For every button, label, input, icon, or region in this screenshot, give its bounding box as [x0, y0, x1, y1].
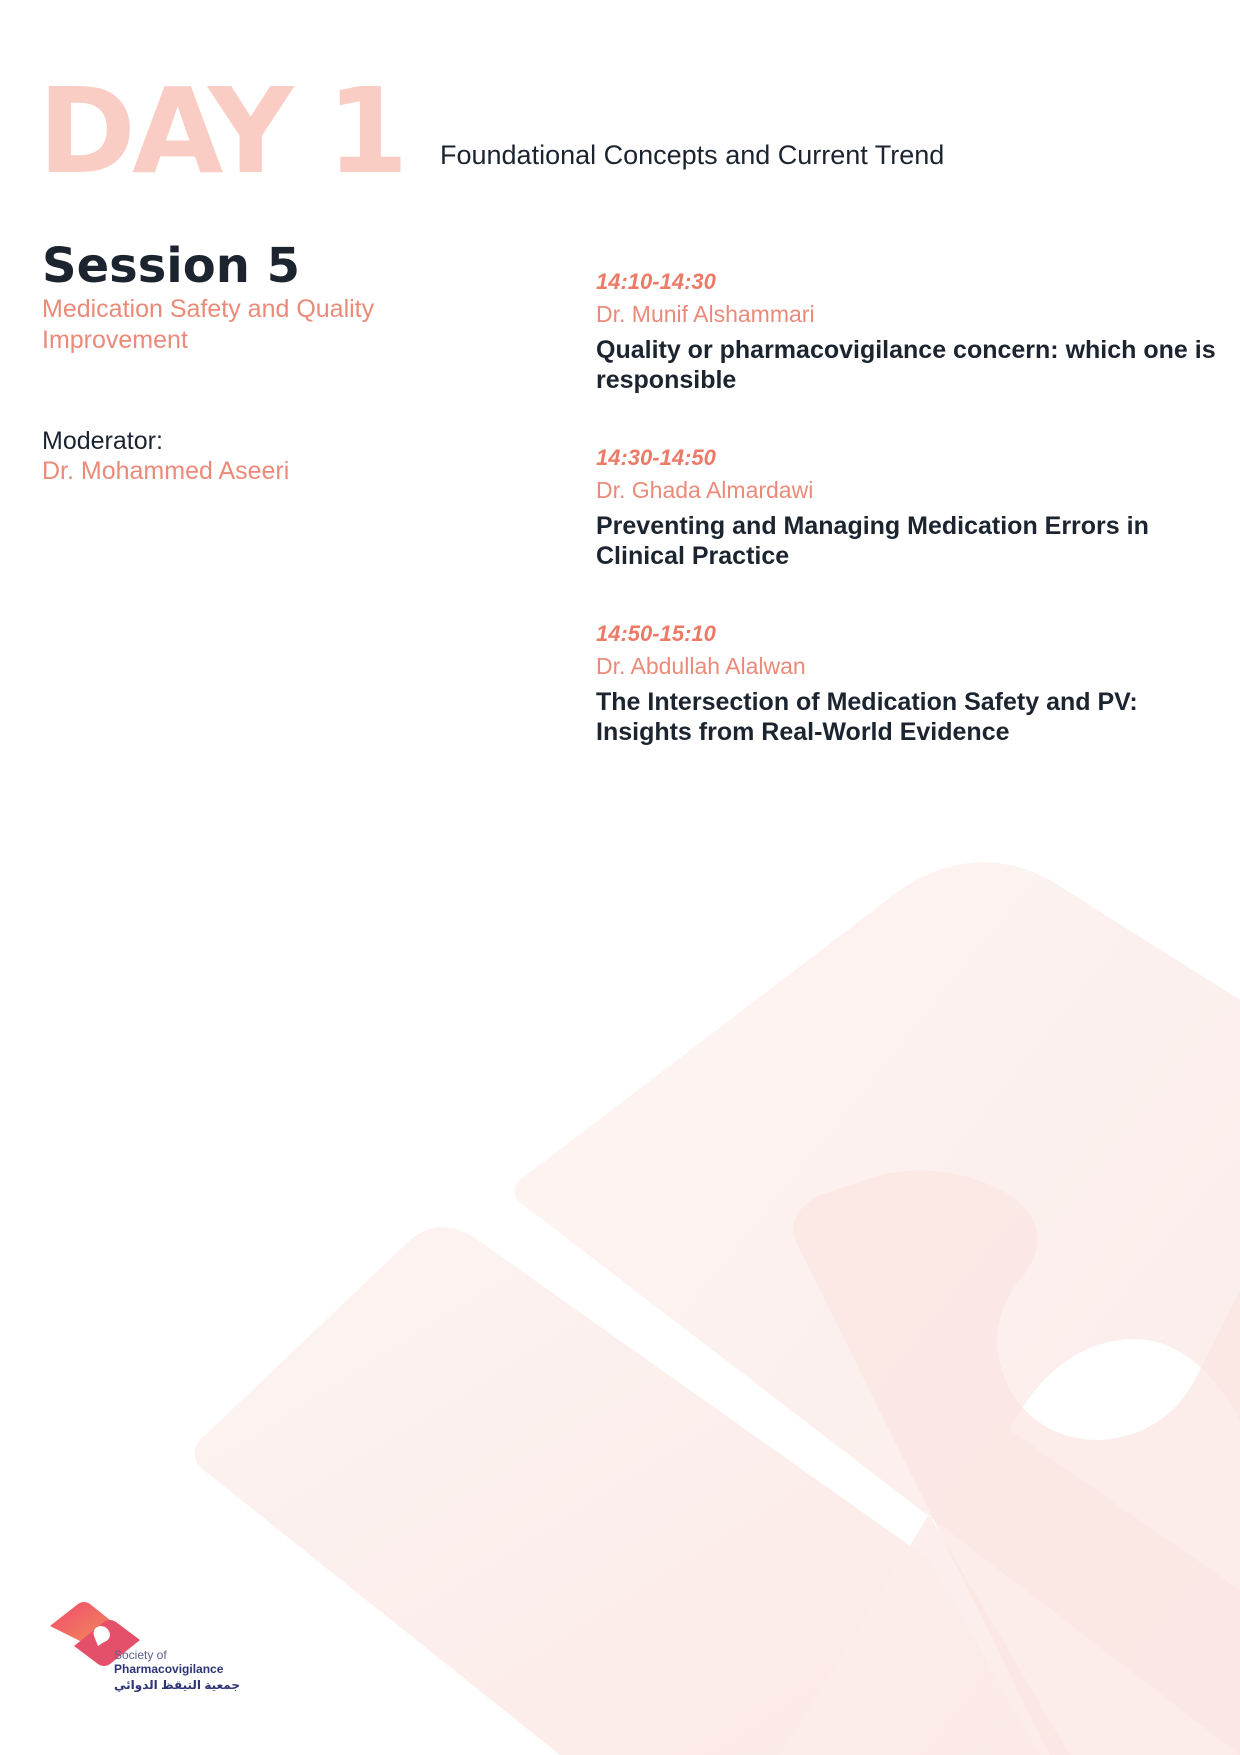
talk-item — [596, 268, 1216, 444]
talk-title: The Intersection of Medication Safety and PV: Insights from Real-World Evidence — [596, 688, 1138, 746]
session-title: Session 5 — [42, 238, 300, 294]
day-subtitle: Foundational Concepts and Current Trend — [440, 140, 945, 170]
talk-list — [596, 268, 1216, 796]
session-subtitle: Medication Safety and Quality Improvement — [42, 295, 375, 354]
moderator-label: Moderator: — [42, 427, 163, 455]
talk-time: 14:50-15:10 — [596, 621, 716, 646]
moderator-name: Dr. Mohammed Aseeri — [42, 457, 290, 485]
talk-speaker: Dr. Abdullah Alalwan — [596, 653, 806, 679]
talk-speaker: Dr. Munif Alshammari — [596, 301, 815, 327]
talk-item — [596, 444, 1216, 620]
logo-text-pharmacovigilance: Pharmacovigilance — [114, 1662, 224, 1676]
talk-speaker: Dr. Ghada Almardawi — [596, 477, 814, 503]
talk-title: Preventing and Managing Medication Errors in Clinical Practice — [596, 512, 1149, 570]
talk-title: Quality or pharmacovigilance concern: which one is responsible — [596, 336, 1216, 394]
talk-item — [596, 620, 1216, 796]
day-title: DAY 1 — [38, 62, 405, 200]
logo-text-arabic: جمعية التيقظ الدوائي — [114, 1678, 240, 1692]
logo-text-society: Society of — [114, 1648, 167, 1662]
talk-time: 14:10-14:30 — [596, 269, 716, 294]
society-logo — [48, 1596, 248, 1706]
talk-time: 14:30-14:50 — [596, 445, 716, 470]
